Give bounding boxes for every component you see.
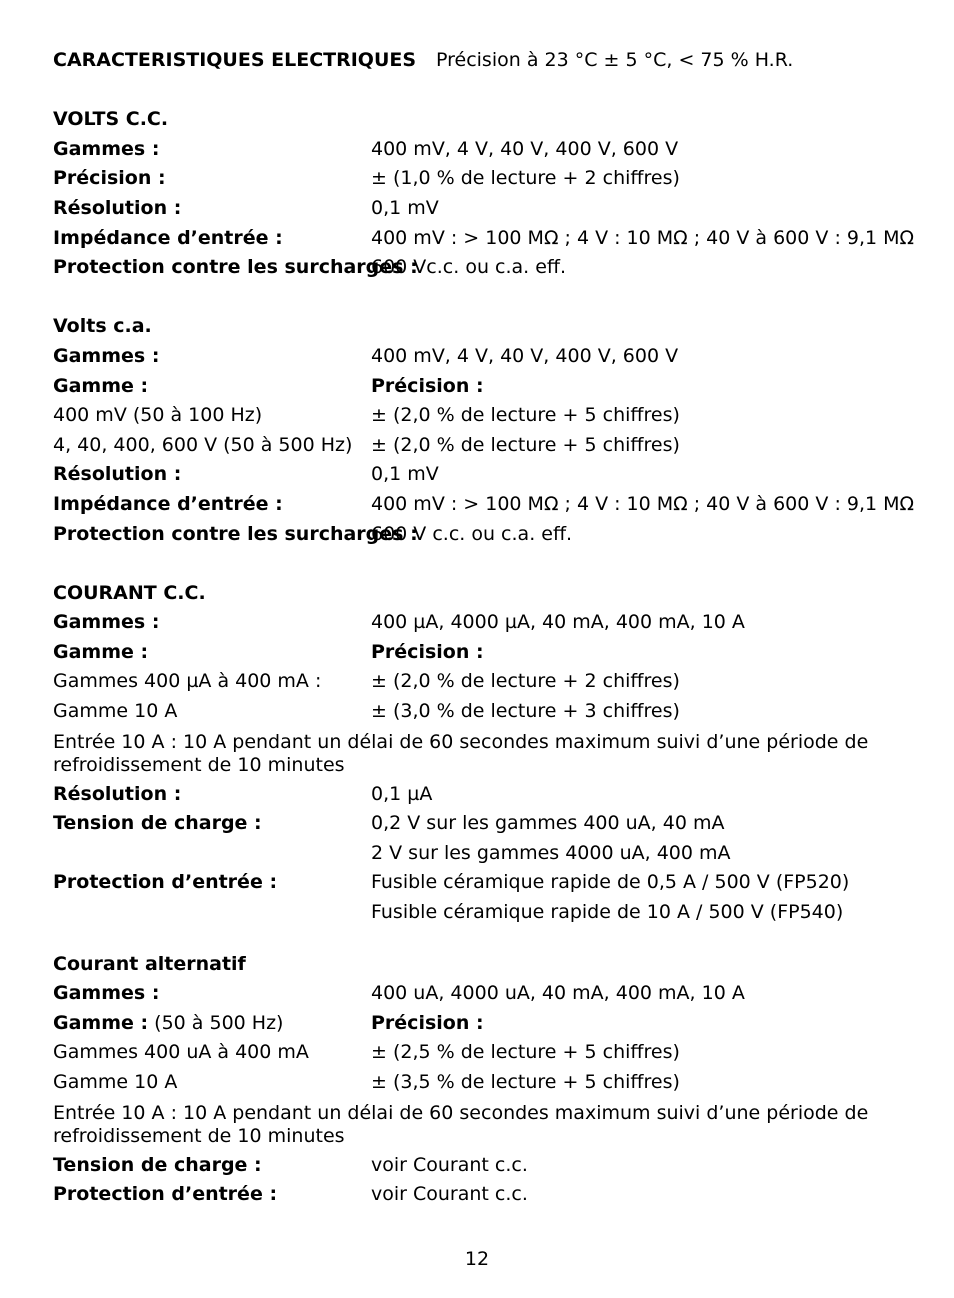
spec-page <box>53 46 923 1210</box>
range-precision: ± (2,0 % de lecture + 5 chiffres) <box>371 404 680 427</box>
spec-label: Protection d’entrée : <box>53 1183 278 1206</box>
page-number: 12 <box>464 1248 490 1270</box>
section-heading: COURANT C.C. <box>53 581 206 604</box>
range-column-label: Gamme : <box>53 640 149 663</box>
spec-row <box>53 809 923 839</box>
spec-row <box>53 839 923 869</box>
spec-row <box>53 1151 923 1181</box>
spec-label: Gammes : <box>53 137 160 160</box>
spec-value: 400 mV : > 100 MΩ ; 4 V : 10 MΩ ; 40 V à 600 V : 9,1 MΩ <box>371 226 915 249</box>
range-label: Gammes 400 uA à 400 mA <box>53 1041 309 1064</box>
spec-value: 400 mV : > 100 MΩ ; 4 V : 10 MΩ ; 40 V à 600 V : 9,1 MΩ <box>371 492 915 515</box>
precision-column-label: Précision : <box>371 640 484 663</box>
spec-value: voir Courant c.c. <box>371 1183 528 1206</box>
spec-value: 400 mV, 4 V, 40 V, 400 V, 600 V <box>371 137 679 160</box>
range-label: 4, 40, 400, 600 V (50 à 500 Hz) <box>53 433 353 456</box>
spec-row <box>53 194 923 224</box>
spec-row <box>53 608 923 638</box>
range-row <box>53 1038 923 1068</box>
range-label: Gamme 10 A <box>53 700 178 723</box>
precision-column-label: Précision : <box>371 374 484 397</box>
spec-row <box>53 253 923 283</box>
spec-value: 400 µA, 4000 µA, 40 mA, 400 mA, 10 A <box>371 611 745 634</box>
spec-value: 0,1 mV <box>371 196 439 219</box>
spec-subheader-row <box>53 638 923 668</box>
spec-row <box>53 135 923 165</box>
spec-value: 2 V sur les gammes 4000 uA, 400 mA <box>371 841 731 864</box>
range-label: Gammes 400 µA à 400 mA : <box>53 670 322 693</box>
spec-label: Résolution : <box>53 463 182 486</box>
input-note-line: Entrée 10 A : 10 A pendant un délai de 60 secondes maximum suivi d’une période de <box>53 1101 869 1124</box>
spec-row <box>53 1180 923 1210</box>
spec-subheader-row <box>53 372 923 402</box>
spec-label: Gammes : <box>53 611 160 634</box>
range-column-header <box>53 1009 371 1039</box>
spec-value: 0,1 mV <box>371 463 439 486</box>
precision-conditions: Précision à 23 °C ± 5 °C, < 75 % H.R. <box>436 49 794 71</box>
section-current-ac <box>53 950 923 1210</box>
range-row <box>53 1068 923 1098</box>
spec-row <box>53 868 923 898</box>
spec-row <box>53 342 923 372</box>
spec-value: 0,2 V sur les gammes 400 uA, 40 mA <box>371 812 725 835</box>
section-current-dc <box>53 579 923 928</box>
document-header <box>53 46 923 76</box>
spec-value: 600 Vc.c. ou c.a. eff. <box>371 256 567 279</box>
spec-value: Fusible céramique rapide de 10 A / 500 V (FP540) <box>371 901 844 924</box>
input-note-line: refroidissement de 10 minutes <box>53 1124 345 1147</box>
spec-value: Fusible céramique rapide de 0,5 A / 500 V (FP520) <box>371 871 850 894</box>
range-column-label: Gamme : <box>53 1011 149 1034</box>
section-heading: Courant alternatif <box>53 952 246 975</box>
spec-label: Protection contre les surcharges : <box>53 256 418 279</box>
spec-label: Gammes : <box>53 344 160 367</box>
spec-row <box>53 164 923 194</box>
spec-label: Tension de charge : <box>53 812 262 835</box>
range-frequency: (50 à 500 Hz) <box>148 1011 284 1034</box>
spec-row <box>53 780 923 810</box>
precision-column-label: Précision : <box>371 1011 484 1034</box>
spec-label: Impédance d’entrée : <box>53 226 283 249</box>
spec-value: ± (1,0 % de lecture + 2 chiffres) <box>371 167 680 190</box>
section-heading: VOLTS C.C. <box>53 108 169 131</box>
section-heading: Volts c.a. <box>53 315 152 338</box>
range-label: 400 mV (50 à 100 Hz) <box>53 404 263 427</box>
range-precision: ± (2,0 % de lecture + 2 chiffres) <box>371 670 680 693</box>
spec-value: voir Courant c.c. <box>371 1153 528 1176</box>
spec-label: Protection d’entrée : <box>53 871 278 894</box>
range-label: Gamme 10 A <box>53 1071 178 1093</box>
section-volts-dc <box>53 105 923 283</box>
input-note-line: Entrée 10 A : 10 A pendant un délai de 60 secondes maximum suivi d’une période de <box>53 730 869 753</box>
range-row <box>53 697 923 727</box>
input-note <box>53 727 923 780</box>
spec-row <box>53 224 923 254</box>
range-precision: ± (2,5 % de lecture + 5 chiffres) <box>371 1041 680 1064</box>
spec-value: 400 mV, 4 V, 40 V, 400 V, 600 V <box>371 344 679 367</box>
spec-subheader-row <box>53 1009 923 1039</box>
range-precision: ± (3,5 % de lecture + 5 chiffres) <box>371 1071 680 1093</box>
spec-value: 400 uA, 4000 uA, 40 mA, 400 mA, 10 A <box>371 982 745 1005</box>
spec-label: Gammes : <box>53 982 160 1005</box>
spec-label: Résolution : <box>53 782 182 805</box>
section-volts-ac <box>53 312 923 549</box>
spec-label: Tension de charge : <box>53 1153 262 1176</box>
spec-row <box>53 979 923 1009</box>
input-note <box>53 1098 923 1151</box>
range-column-label: Gamme : <box>53 374 149 397</box>
spec-row <box>53 460 923 490</box>
spec-label: Précision : <box>53 167 166 190</box>
range-precision: ± (3,0 % de lecture + 3 chiffres) <box>371 700 680 723</box>
input-note-line: refroidissement de 10 minutes <box>53 753 345 776</box>
range-row <box>53 431 923 461</box>
spec-label: Protection contre les surcharges : <box>53 522 418 545</box>
range-row <box>53 667 923 697</box>
spec-label: Impédance d’entrée : <box>53 492 283 515</box>
spec-row <box>53 898 923 928</box>
spec-label: Résolution : <box>53 196 182 219</box>
page-title: CARACTERISTIQUES ELECTRIQUES <box>53 49 417 71</box>
spec-row <box>53 520 923 550</box>
spec-value: 600 V c.c. ou c.a. eff. <box>371 522 573 545</box>
spec-row <box>53 490 923 520</box>
range-row <box>53 401 923 431</box>
spec-value: 0,1 µA <box>371 782 433 805</box>
range-precision: ± (2,0 % de lecture + 5 chiffres) <box>371 433 680 456</box>
